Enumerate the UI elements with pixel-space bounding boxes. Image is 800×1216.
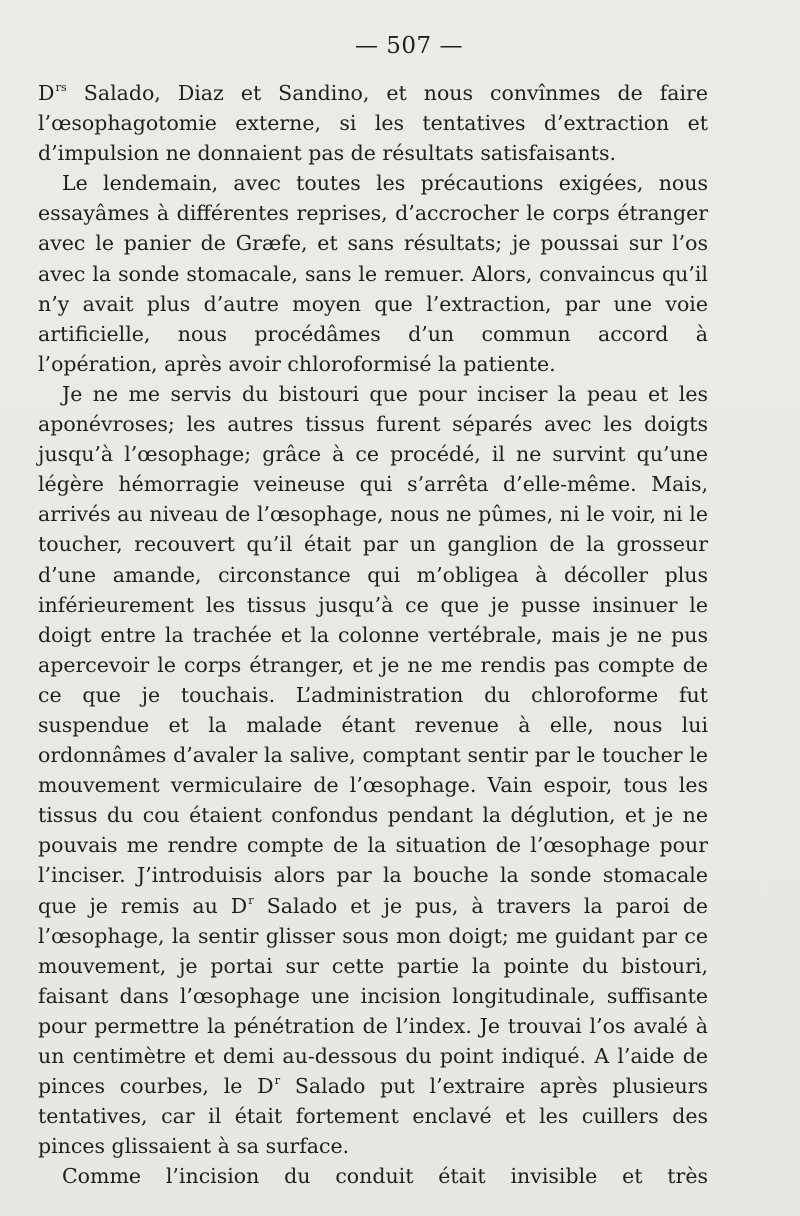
paragraph-3-text-a: Je ne me servis du bistouri que pour inciser la peau et les aponévroses; les autres tissus furent séparés avec les doigts jusqu’à l’œsophage; grâce à ce procédé, il ne survint qu’une légère hémorragie veineuse qui s’arrêta d’elle-même. Mais, arrivés au niveau de l’œsophage, nous ne pûmes, ni le voir, ni le toucher, recouvert qu’il était par un ganglion de la grosseur d’une amande, circonstance qui m’obligea à décoller plus inférieurement les tissus jusqu’à ce que je pusse insinuer le doigt entre la trachée et la colonne vertébrale, mais je ne pus apercevoir le corps étranger, et je ne me rendis pas compte de ce que je touchais. L’administration du chloroforme fut suspendue et la malade étant revenue à elle, nous lui ordonnâmes d’avaler la salive, comptant sentir par le toucher le mouvement vermiculaire de l’œsophage. Vain espoir, tous les tissus du cou étaient confondus pendant la déglution, et je ne pouvais me rendre compte de la situation de l’œsophage pour l’inciser. J’introduisis alors par la bouche la sonde stomacale que je remis au D xyxy=(38,381,708,918)
paragraph-4-text: Comme l’incision du conduit était invisible et très xyxy=(62,1164,708,1189)
doctor-superscript: r xyxy=(248,892,254,907)
paragraph-1-text: Salado, Diaz et Sandino, et nous convînmes de faire l’œsophagotomie externe, si les tentatives d’extraction et d’impulsion ne donnaient pas de résultats satisfaisants. xyxy=(38,81,708,166)
paragraph-2-text: Le lendemain, avec toutes les précautions exigées, nous essayâmes à différentes reprises, d’accrocher le corps étranger avec le panier de Græfe, et sans résultats; je poussai sur l’os avec la sonde stomacale, sans le remuer. Alors, convaincus qu’il n’y avait plus d’autre moyen que l’extraction, par une voie artificielle, nous procédâmes d’un commun accord à l’opération, après avoir chloroformisé la patiente. xyxy=(38,171,708,376)
paragraph-3-text-b: Salado et je pus, à travers la paroi de l’œsophage, la sentir glisser sous mon doigt; me guidant par ce mouvement, je portai sur cette partie la pointe du bistouri, faisant dans l’œsophage une incision longitudinale, suffisante pour permettre la pénétration de l’index. Je trouvai l’os avalé à un centimètre et demi au-dessous du point indiqué. A l’aide de pinces courbes, le D xyxy=(38,893,708,1099)
paragraph-1 xyxy=(38,78,708,168)
doctor-superscript: rs xyxy=(55,80,67,95)
paragraph-4 xyxy=(38,1161,708,1191)
doctor-superscript: r xyxy=(274,1073,281,1088)
paragraph-3-text-c: Salado put l’extraire après plusieurs tentatives, car il était fortement enclavé et les cuillers des pinces glissaient à sa surface. xyxy=(38,1074,708,1159)
page-number: — 507 — xyxy=(354,33,464,59)
paragraph-2 xyxy=(38,168,708,379)
paragraph-3 xyxy=(38,379,708,1161)
body-text xyxy=(38,78,708,1191)
doctor-abbreviation: D xyxy=(38,81,55,105)
